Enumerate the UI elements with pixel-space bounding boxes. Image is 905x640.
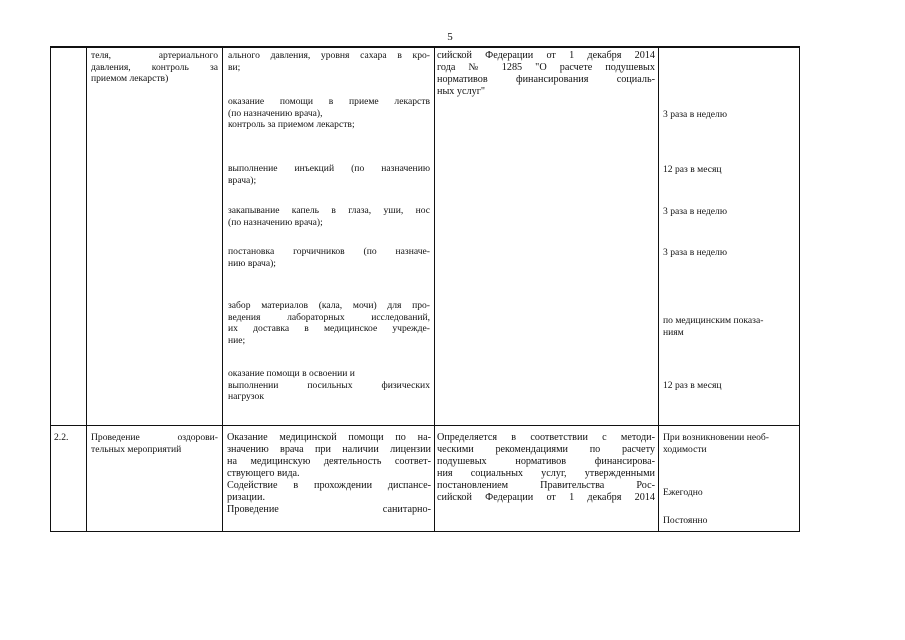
col-border-4 bbox=[658, 46, 659, 532]
frequency-6: 12 раз в месяц bbox=[663, 380, 722, 391]
col-border-2 bbox=[222, 46, 223, 532]
row2-service-content: Оказание медицинской помощи по на- значению врача при наличии лицензии на медицинскую деятельность соответ- ствующего вида. Содействие в прохождении диспансе- ризации. Проведение санитарно- bbox=[227, 432, 431, 515]
col-border-3 bbox=[434, 46, 435, 532]
frequency-1: 3 раза в неделю bbox=[663, 109, 727, 120]
frequency-2: 12 раз в месяц bbox=[663, 164, 722, 175]
content-paragraph-4: закапывание капель в глаза, уши, нос (по назначению врача); bbox=[228, 205, 430, 228]
frequency-4: 3 раза в неделю bbox=[663, 247, 727, 258]
row1-service-content bbox=[228, 50, 430, 73]
row2-service-name: Проведение оздорови- тельных мероприятий bbox=[91, 432, 218, 455]
col-border-1 bbox=[86, 46, 87, 532]
content-paragraph-6: забор материалов (кала, мочи) для про- ведения лабораторных исследований, их доставка в медицинское учрежде- ние; bbox=[228, 300, 430, 346]
page-number: 5 bbox=[447, 31, 453, 43]
row-divider bbox=[50, 425, 800, 426]
row2-frequency-2: Ежегодно bbox=[663, 487, 703, 498]
content-paragraph-3: выполнение инъекций (по назначению врача); bbox=[228, 163, 430, 186]
table-top-border bbox=[50, 46, 800, 48]
content-paragraph-1: ального давления, уровня сахара в кро- ви; bbox=[228, 50, 430, 73]
row1-standard-reference: сийской Федерации от 1 декабря 2014 года № 1285 "О расчете подушевых нормативов финансирования социаль- ных услуг" bbox=[437, 50, 655, 97]
col-border-5 bbox=[799, 46, 800, 532]
col-border-0 bbox=[50, 46, 51, 532]
content-paragraph-5: постановка горчичников (по назначе- нию врача); bbox=[228, 246, 430, 269]
frequency-3: 3 раза в неделю bbox=[663, 206, 727, 217]
row2-standard-reference: Определяется в соответствии с методи- ческими рекомендациями по расчету подушевых нормативов финансирова- ния социальных услуг, утвержденными постановлением Правительства Рос- сийской Федерации от 1 декабря 2014 bbox=[437, 432, 655, 503]
content-paragraph-7: оказание помощи в освоении и выполнении посильных физических нагрузок bbox=[228, 368, 430, 403]
frequency-5: по медицинским показа- ниям bbox=[663, 315, 764, 338]
row2-frequency-3: Постоянно bbox=[663, 515, 708, 526]
row2-number: 2.2. bbox=[54, 432, 69, 443]
row1-service-name: теля, артериального давления, контроль за приемом лекарств) bbox=[91, 50, 218, 85]
table-bottom-border bbox=[50, 531, 800, 532]
content-paragraph-2: оказание помощи в приеме лекарств (по назначению врача), контроль за приемом лекарств; bbox=[228, 96, 430, 131]
row2-frequency-1: При возникновении необ- ходимости bbox=[663, 432, 769, 455]
